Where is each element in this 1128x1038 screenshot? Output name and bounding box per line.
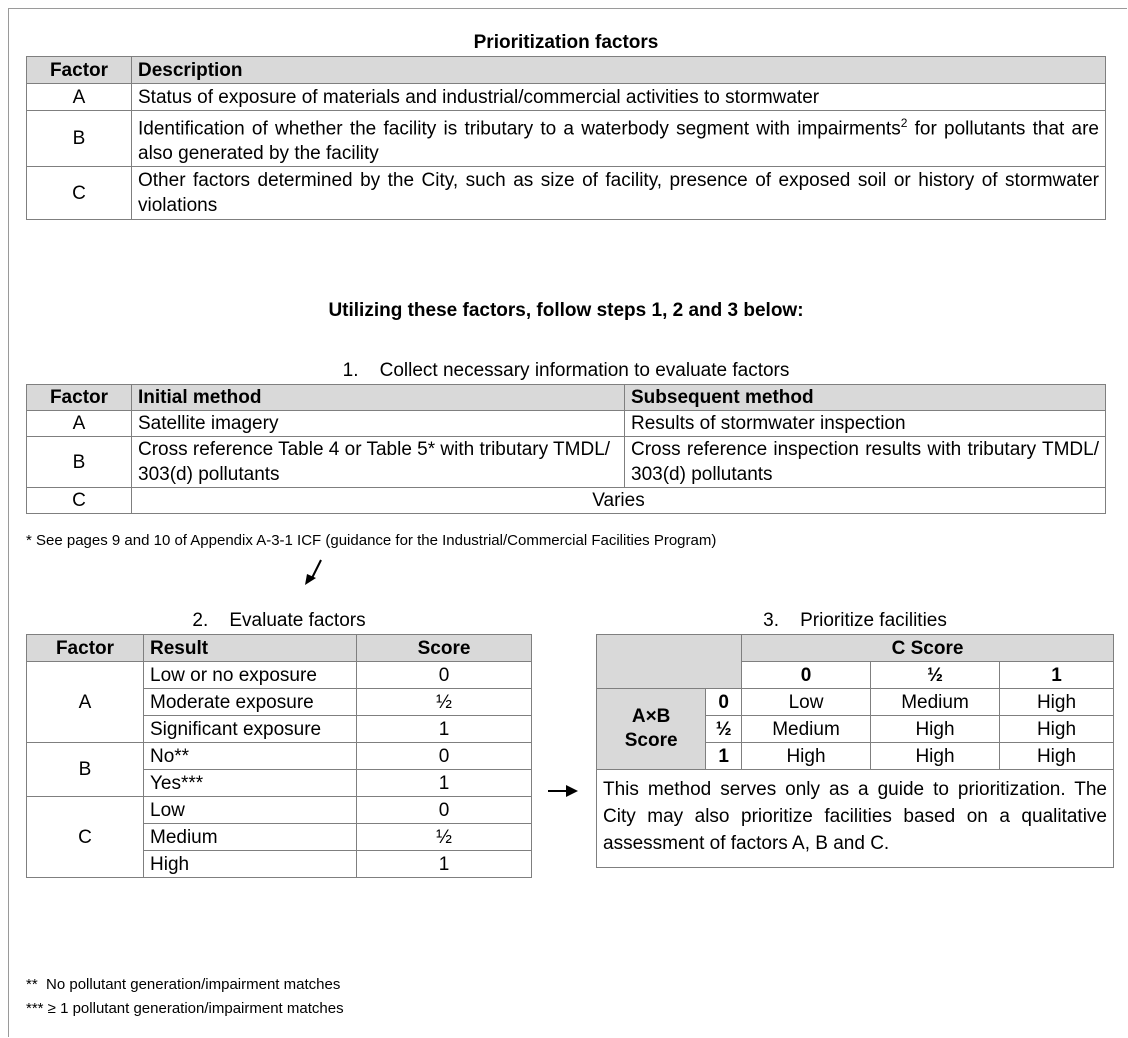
initial-method-header: Initial method [132, 385, 625, 411]
corner-header [597, 635, 742, 689]
score-cell: 0 [357, 797, 532, 824]
axb-value: 0 [706, 689, 742, 716]
step3-number: 3. [763, 610, 779, 631]
priority-cell: High [742, 743, 871, 770]
score-header: Score [357, 635, 532, 662]
factors-title: Prioritization factors [473, 32, 659, 53]
factor-header: Factor [27, 57, 132, 84]
table-row [597, 689, 1114, 716]
description-cell: Status of exposure of materials and industrial/commercial activities to stormwater [132, 84, 1106, 111]
table-row [27, 111, 1106, 167]
description-cell [132, 111, 1106, 167]
score-cell: 1 [357, 770, 532, 797]
varies-cell: Varies [132, 488, 1106, 514]
table-row [27, 743, 532, 770]
factor-cell: A [27, 411, 132, 437]
table-row [27, 411, 1106, 437]
subsequent-method-header: Subsequent method [625, 385, 1106, 411]
score-cell: 1 [357, 851, 532, 878]
step3-title: Prioritize facilities [800, 610, 947, 631]
step1-title: Collect necessary information to evaluate factors [379, 360, 790, 381]
priority-cell: High [871, 743, 1000, 770]
table-row [27, 167, 1106, 220]
step2-title: Evaluate factors [229, 610, 366, 631]
initial-method-cell: Satellite imagery [132, 411, 625, 437]
factor-cell: C [27, 797, 144, 878]
result-cell: Moderate exposure [144, 689, 357, 716]
factor-cell: A [27, 662, 144, 743]
score-cell: ½ [357, 824, 532, 851]
result-cell: No** [144, 743, 357, 770]
result-header: Result [144, 635, 357, 662]
step2-footnote-2: *** ≥ 1 pollutant generation/impairment matches [26, 1000, 344, 1017]
priority-cell: High [1000, 716, 1114, 743]
priority-cell: Medium [742, 716, 871, 743]
step3-table [596, 634, 1114, 868]
factor-header: Factor [27, 385, 132, 411]
axb-score-label [597, 689, 706, 770]
method-note: This method serves only as a guide to prioritization. The City may also prioritize facilities based on a qualitative assessment of factors A, B and C. [597, 770, 1114, 868]
step1-caption [26, 360, 1106, 382]
axb-label-line2: Score [624, 730, 678, 751]
result-cell: Medium [144, 824, 357, 851]
c-value-header: 0 [742, 662, 871, 689]
factor-cell: A [27, 84, 132, 111]
priority-cell: High [1000, 689, 1114, 716]
step1-footnote: * See pages 9 and 10 of Appendix A-3-1 ICF (guidance for the Industrial/Commercial Facilities Program) [26, 532, 717, 549]
factor-cell: C [27, 167, 132, 220]
factor-cell: C [27, 488, 132, 514]
axb-value: ½ [706, 716, 742, 743]
axb-label-line1: A×B [631, 706, 671, 727]
priority-cell: Low [742, 689, 871, 716]
description-text: for pollutants that are also generated by the facility [138, 118, 1099, 165]
c-score-header: C Score [742, 635, 1114, 662]
factor-cell: B [27, 743, 144, 797]
initial-method-cell: Cross reference Table 4 or Table 5* with tributary TMDL/ 303(d) pollutants [132, 437, 625, 488]
step2-caption [26, 610, 532, 632]
diagonal-down-arrow-icon [300, 556, 330, 588]
table-row [27, 488, 1106, 514]
table-row [27, 437, 1106, 488]
axb-value: 1 [706, 743, 742, 770]
description-cell: Other factors determined by the City, such as size of facility, presence of exposed soil or history of stormwater violations [132, 167, 1106, 220]
score-cell: 0 [357, 662, 532, 689]
step3-caption [596, 610, 1114, 632]
step2-table [26, 634, 532, 878]
c-value-header: ½ [871, 662, 1000, 689]
result-cell: High [144, 851, 357, 878]
score-cell: 1 [357, 716, 532, 743]
factor-cell: B [27, 111, 132, 167]
steps-heading: Utilizing these factors, follow steps 1, 2 and 3 below: [328, 300, 804, 321]
score-cell: 0 [357, 743, 532, 770]
result-cell: Low [144, 797, 357, 824]
table-row [597, 770, 1114, 868]
score-cell: ½ [357, 689, 532, 716]
step1-table [26, 384, 1106, 514]
c-value-header: 1 [1000, 662, 1114, 689]
factor-cell: B [27, 437, 132, 488]
priority-cell: High [871, 716, 1000, 743]
result-cell: Significant exposure [144, 716, 357, 743]
result-cell: Low or no exposure [144, 662, 357, 689]
factors-table [26, 56, 1106, 220]
table-row [27, 84, 1106, 111]
right-arrow-icon [546, 784, 580, 798]
table-row [27, 662, 532, 689]
result-cell: Yes*** [144, 770, 357, 797]
footnote-mark: 2 [900, 116, 908, 130]
description-text: Identification of whether the facility is tributary to a waterbody segment with impairments [138, 118, 901, 140]
priority-cell: High [1000, 743, 1114, 770]
table-row [27, 797, 532, 824]
step1-number: 1. [342, 360, 359, 381]
subsequent-method-cell: Results of stormwater inspection [625, 411, 1106, 437]
description-header: Description [132, 57, 1106, 84]
priority-cell: Medium [871, 689, 1000, 716]
subsequent-method-cell: Cross reference inspection results with tributary TMDL/ 303(d) pollutants [625, 437, 1106, 488]
factor-header: Factor [27, 635, 144, 662]
step2-footnote-1: ** No pollutant generation/impairment matches [26, 976, 341, 993]
step2-number: 2. [192, 610, 209, 631]
